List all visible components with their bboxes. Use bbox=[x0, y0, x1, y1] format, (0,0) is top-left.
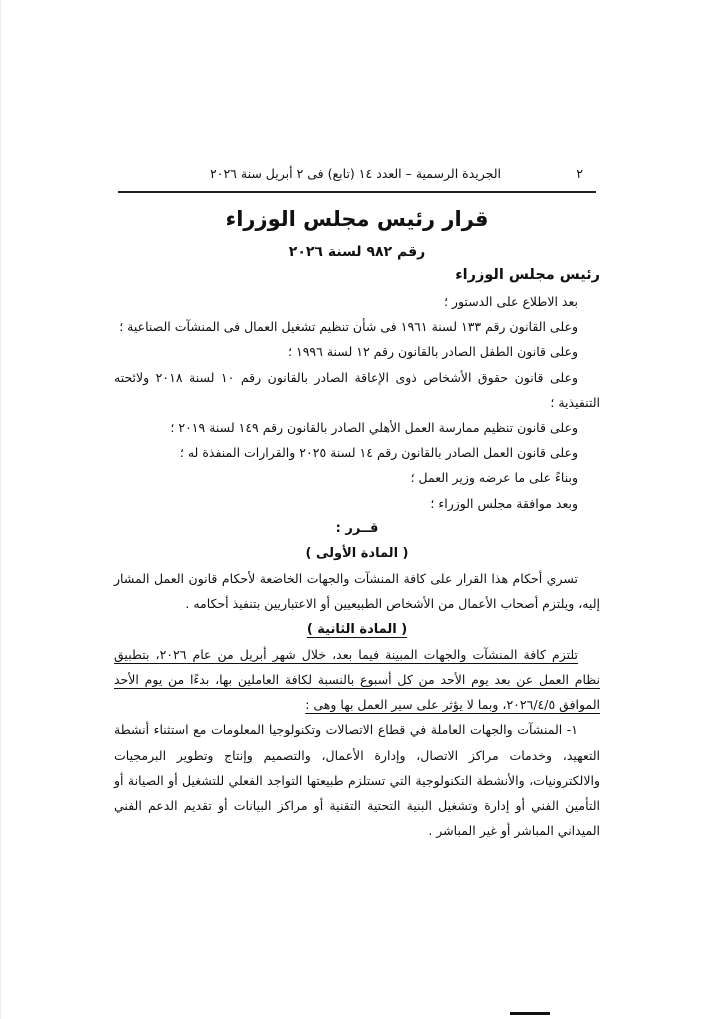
page-header bbox=[118, 163, 583, 185]
decided-label: قــرر : bbox=[335, 520, 379, 536]
decree-number: رقم ٩٨٢ لسنة ٢٠٢٦ bbox=[288, 244, 426, 260]
gazette-header-line: الجريدة الرسمية – العدد ١٤ (تابع) فى ٢ أبريل سنة ٢٠٢٦ bbox=[210, 166, 501, 181]
decree-body bbox=[114, 262, 600, 843]
page-bottom-mark bbox=[510, 1012, 550, 1015]
preamble-line: وعلى قانون حقوق الأشخاص ذوى الإعاقة الصادر بالقانون رقم ١٠ لسنة ٢٠١٨ ولائحته التنفيذية ؛ bbox=[114, 369, 600, 410]
article-item: ١- المنشآت والجهات العاملة في قطاع الاتصالات وتكنولوجيا المعلومات مع استثناء أنشطة التعهيد، وخدمات مراكز الاتصال، وإدارة الأعمال، والتصميم وإنتاج وتطوير البرمجيات والالكترونيات، والأنشطة التكنولوجية التي تستلزم طبيعتها التواجد الفعلي للتشغيل أو الصيانة أو التأمين الفني أو إدارة وتشغيل البنية التحتية التقنية أو مراكز البيانات أو تقديم الدعم الفني الميداني المباشر أو غير المباشر . bbox=[114, 722, 600, 839]
article-text: تلتزم كافة المنشآت والجهات المبينة فيما بعد، خلال شهر أبريل من عام ٢٠٢٦، بتطبيق نظام العمل عن بعد يوم الأحد من كل أسبوع بالنسبة لكافة العاملين بها، بدءًا من يوم الأحد الموافق ٢٠٢٦/٤/٥، وبما لا يؤثر على سير العمل بها وهى : bbox=[114, 646, 600, 713]
preamble-line: وبعد موافقة مجلس الوزراء ؛ bbox=[430, 495, 578, 511]
article-text: تسري أحكام هذا القرار على كافة المنشآت والجهات الخاضعة لأحكام قانون العمل المشار إليه، ويلتزم أصحاب الأعمال من الأشخاص الطبيعيين أو الاعتباريين بتنفيذ أحكامه . bbox=[114, 571, 600, 612]
decree-issuer: رئيس مجلس الوزراء bbox=[455, 267, 600, 283]
article-heading: ( المادة الثانية ) bbox=[306, 621, 408, 637]
page-number: ٢ bbox=[576, 166, 583, 181]
preamble-line: وبناءً على ما عرضه وزير العمل ؛ bbox=[410, 470, 578, 486]
header-rule bbox=[118, 191, 596, 193]
preamble-line: بعد الاطلاع على الدستور ؛ bbox=[443, 294, 578, 309]
preamble-line: وعلى قانون تنظيم ممارسة العمل الأهلي الصادر بالقانون رقم ١٤٩ لسنة ٢٠١٩ ؛ bbox=[170, 420, 578, 436]
preamble-line: وعلى القانون رقم ١٣٣ لسنة ١٩٦١ فى شأن تنظيم تشغيل العمال فى المنشآت الصناعية ؛ bbox=[119, 319, 578, 335]
article-heading: ( المادة الأولى ) bbox=[305, 546, 409, 562]
preamble-line: وعلى قانون الطفل الصادر بالقانون رقم ١٢ لسنة ١٩٩٦ ؛ bbox=[288, 344, 578, 360]
decree-title: قرار رئيس مجلس الوزراء bbox=[225, 207, 489, 231]
preamble-line: وعلى قانون العمل الصادر بالقانون رقم ١٤ لسنة ٢٠٢٥ والقرارات المنفذة له ؛ bbox=[179, 445, 578, 461]
